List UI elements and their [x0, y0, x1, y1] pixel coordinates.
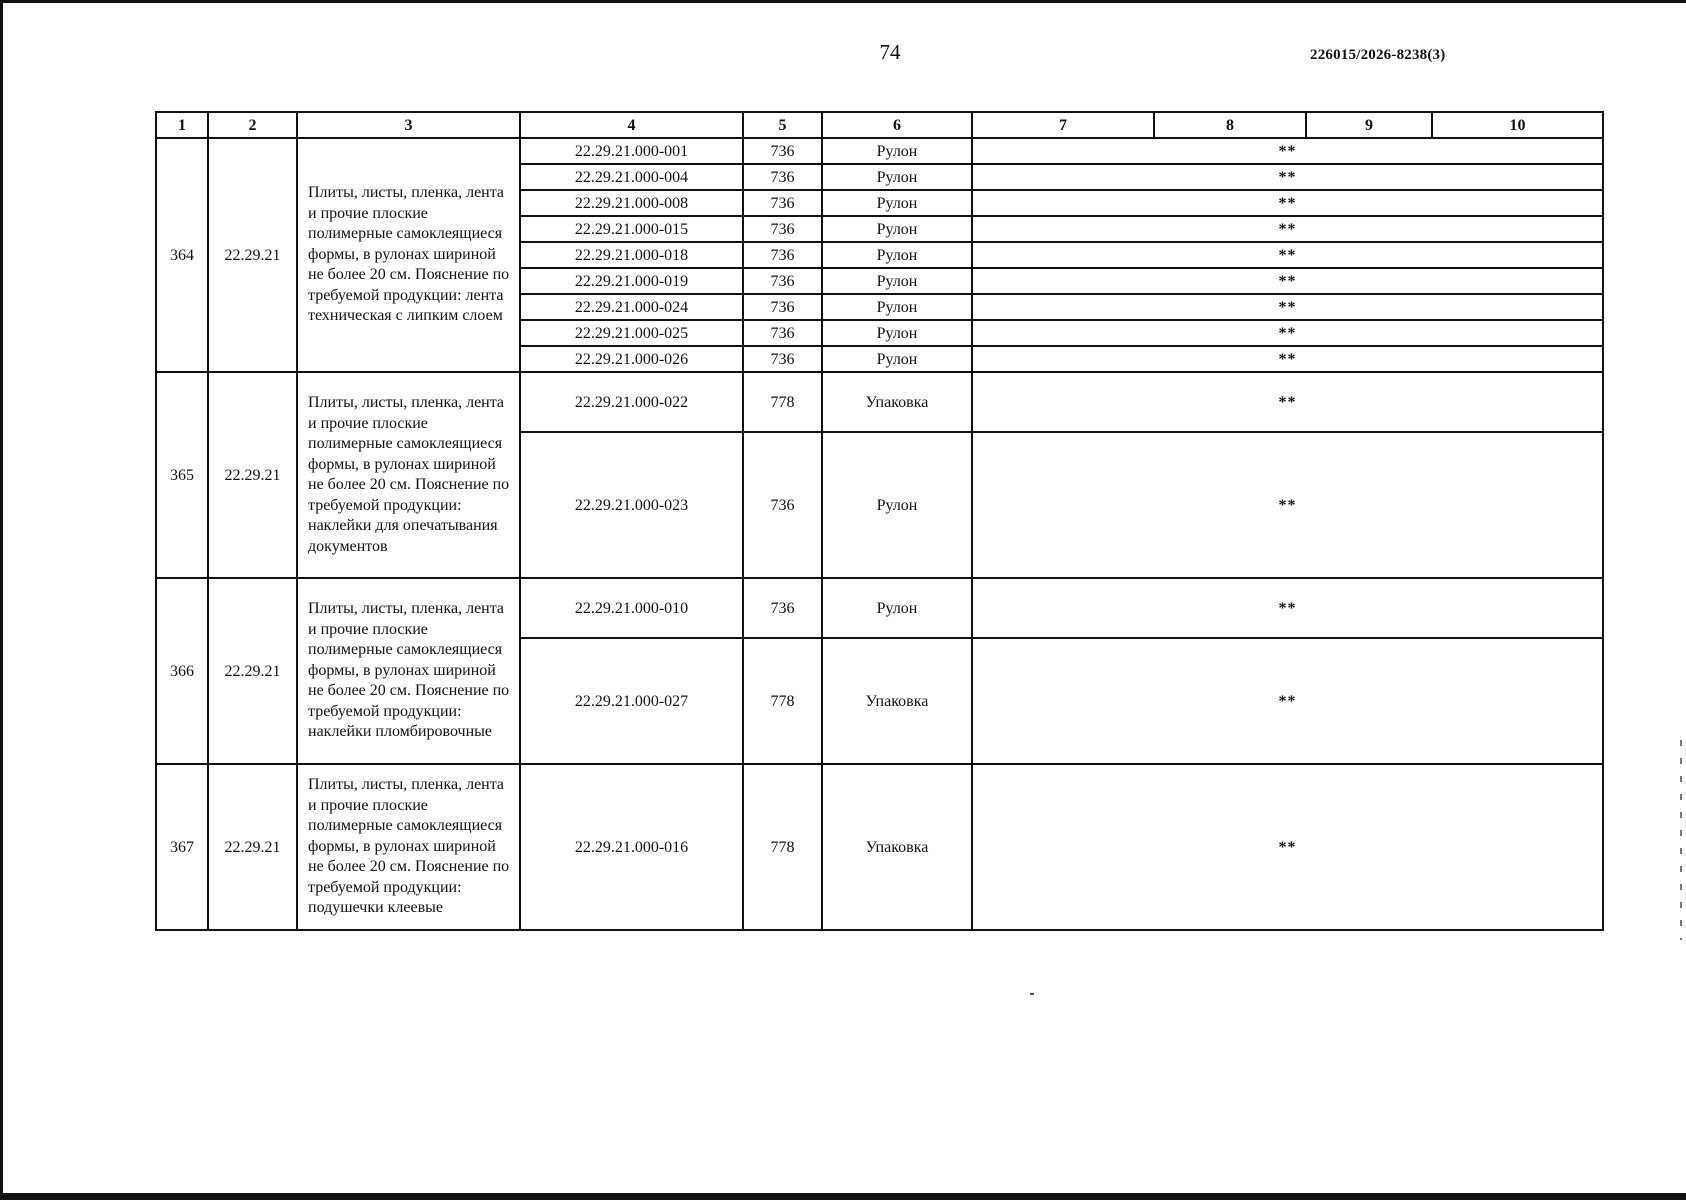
ktru-code: 22.29.21.000-025 — [520, 320, 743, 346]
merged-values-cell: ** — [972, 320, 1603, 346]
row-number: 365 — [156, 372, 208, 578]
col-header: 4 — [520, 112, 743, 138]
unit-name: Рулон — [822, 242, 972, 268]
ktru-code: 22.29.21.000-022 — [520, 372, 743, 432]
ktru-code: 22.29.21.000-016 — [520, 764, 743, 930]
merged-values-cell: ** — [972, 164, 1603, 190]
unit-name: Упаковка — [822, 372, 972, 432]
col-header: 2 — [208, 112, 297, 138]
product-description: Плиты, листы, пленка, лента и прочие плоские полимерные самоклеящиеся формы, в рулонах шириной не более 20 см. Пояснение по требуемой продукции: лента техническая с липким слоем — [297, 138, 520, 372]
unit-code: 778 — [743, 638, 822, 764]
unit-code: 736 — [743, 216, 822, 242]
okpd-code: 22.29.21 — [208, 578, 297, 764]
unit-name: Рулон — [822, 164, 972, 190]
unit-code: 736 — [743, 268, 822, 294]
unit-name: Упаковка — [822, 638, 972, 764]
merged-values-cell: ** — [972, 242, 1603, 268]
products-table — [155, 111, 1604, 931]
col-header: 9 — [1306, 112, 1432, 138]
table-row — [156, 578, 1603, 638]
unit-code: 736 — [743, 432, 822, 578]
okpd-code: 22.29.21 — [208, 764, 297, 930]
unit-name: Рулон — [822, 320, 972, 346]
unit-name: Рулон — [822, 268, 972, 294]
merged-values-cell: ** — [972, 372, 1603, 432]
page-number: 74 — [879, 40, 901, 64]
unit-code: 736 — [743, 578, 822, 638]
merged-values-cell: ** — [972, 190, 1603, 216]
ktru-code: 22.29.21.000-023 — [520, 432, 743, 578]
unit-code: 778 — [743, 764, 822, 930]
header-row — [156, 112, 1603, 138]
unit-code: 736 — [743, 346, 822, 372]
row-number: 364 — [156, 138, 208, 372]
table-row — [156, 372, 1603, 432]
unit-name: Упаковка — [822, 764, 972, 930]
col-header: 8 — [1154, 112, 1306, 138]
table-row — [156, 138, 1603, 164]
ktru-code: 22.29.21.000-004 — [520, 164, 743, 190]
unit-name: Рулон — [822, 432, 972, 578]
unit-name: Рулон — [822, 294, 972, 320]
scan-border-left — [0, 0, 3, 1200]
scan-border-bottom — [0, 1193, 1686, 1200]
merged-values-cell: ** — [972, 578, 1603, 638]
unit-code: 736 — [743, 242, 822, 268]
col-header: 3 — [297, 112, 520, 138]
merged-values-cell: ** — [972, 346, 1603, 372]
row-number: 366 — [156, 578, 208, 764]
merged-values-cell: ** — [972, 138, 1603, 164]
unit-code: 778 — [743, 372, 822, 432]
merged-values-cell: ** — [972, 216, 1603, 242]
merged-values-cell: ** — [972, 268, 1603, 294]
col-header: 6 — [822, 112, 972, 138]
unit-name: Рулон — [822, 346, 972, 372]
row-number: 367 — [156, 764, 208, 930]
scan-stray-mark — [1030, 993, 1034, 995]
ktru-code: 22.29.21.000-015 — [520, 216, 743, 242]
unit-name: Рулон — [822, 216, 972, 242]
merged-values-cell: ** — [972, 432, 1603, 578]
okpd-code: 22.29.21 — [208, 372, 297, 578]
col-header: 5 — [743, 112, 822, 138]
document-id: 226015/2026-8238(3) — [1310, 47, 1446, 63]
unit-name: Рулон — [822, 578, 972, 638]
unit-code: 736 — [743, 138, 822, 164]
unit-code: 736 — [743, 164, 822, 190]
unit-code: 736 — [743, 294, 822, 320]
table-row — [156, 764, 1603, 930]
product-description: Плиты, листы, пленка, лента и прочие плоские полимерные самоклеящиеся формы, в рулонах шириной не более 20 см. Пояснение по требуемой продукции: наклейки пломбировочные — [297, 578, 520, 764]
okpd-code: 22.29.21 — [208, 138, 297, 372]
ktru-code: 22.29.21.000-026 — [520, 346, 743, 372]
col-header: 1 — [156, 112, 208, 138]
ktru-code: 22.29.21.000-018 — [520, 242, 743, 268]
ktru-code: 22.29.21.000-008 — [520, 190, 743, 216]
product-description: Плиты, листы, пленка, лента и прочие плоские полимерные самоклеящиеся формы, в рулонах шириной не более 20 см. Пояснение по требуемой продукции: подушечки клеевые — [297, 764, 520, 930]
merged-values-cell: ** — [972, 294, 1603, 320]
col-header: 7 — [972, 112, 1154, 138]
ktru-code: 22.29.21.000-024 — [520, 294, 743, 320]
ktru-code: 22.29.21.000-027 — [520, 638, 743, 764]
merged-values-cell: ** — [972, 764, 1603, 930]
scan-edge-artifact — [1680, 740, 1682, 940]
merged-values-cell: ** — [972, 638, 1603, 764]
unit-code: 736 — [743, 320, 822, 346]
ktru-code: 22.29.21.000-010 — [520, 578, 743, 638]
unit-name: Рулон — [822, 138, 972, 164]
ktru-code: 22.29.21.000-001 — [520, 138, 743, 164]
unit-code: 736 — [743, 190, 822, 216]
col-header: 10 — [1432, 112, 1603, 138]
unit-name: Рулон — [822, 190, 972, 216]
scan-border-top — [0, 0, 1686, 3]
ktru-code: 22.29.21.000-019 — [520, 268, 743, 294]
product-description: Плиты, листы, пленка, лента и прочие плоские полимерные самоклеящиеся формы, в рулонах шириной не более 20 см. Пояснение по требуемой продукции: наклейки для опечатывания документов — [297, 372, 520, 578]
